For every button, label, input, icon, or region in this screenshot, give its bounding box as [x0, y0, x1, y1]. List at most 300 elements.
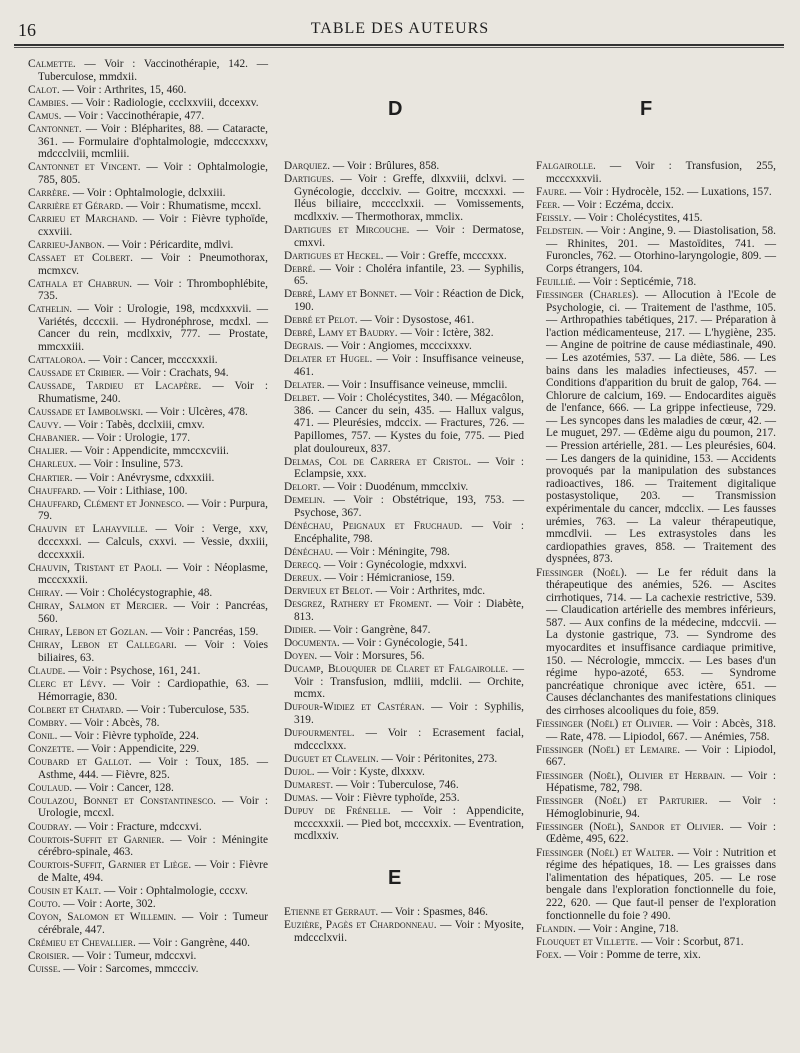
entry-references: — Voir : Ophtalmologie, 785, 805. — [38, 161, 268, 186]
entry-author: Chiray, Lebon et Gozlan. — [28, 626, 148, 639]
entry-author: Calmette. — [28, 58, 76, 70]
entry-references: — Voir : Urologie, 198, mcdxxxvii. — Variétés, dcccxii. — Hydronéphrose, mcdxl. — Cancer du rein, mcdlxxiv, 777. — Prostate, mmcxxiii. — [38, 303, 268, 354]
index-entry — [284, 624, 524, 637]
entry-references: — Voir : Péricardite, mdlvi. — [107, 238, 234, 251]
entry-references: — Voir : Appendicite, 229. — [77, 742, 200, 755]
entry-author: Documenta. — [284, 636, 340, 649]
index-entry — [28, 110, 268, 123]
entry-references: — Voir : Rhumatisme, mccxl. — [126, 200, 262, 213]
index-entry — [536, 718, 776, 743]
entry-author: Chauvin et Lahayville. — [28, 523, 148, 536]
entry-author: Darquiez. — [284, 160, 331, 172]
entry-author: Dartigues et Heckel. — [284, 249, 384, 262]
entry-references: — Voir : Cholécystographie, 48. — [65, 587, 213, 600]
entry-author: Courtois-Suffit, Garnier et Liège. — [28, 859, 192, 872]
index-entry — [284, 160, 524, 173]
entry-references: — Voir : Scorbut, 871. — [641, 935, 744, 948]
entry-references: — Voir : Greffe, dlxxviii, dclxvi. — Gynécologie, dccclxiv. — Goitre, mccxxxi. — Iléus biliaire, mcccclxxii. — Vomissements, mcdlxxiv. — Thermothorax, mmclix. — [294, 173, 524, 223]
entry-author: Caussade et Cribier. — [28, 367, 125, 380]
index-entry — [284, 481, 524, 494]
index-entry — [28, 950, 268, 963]
index-entry — [284, 456, 524, 481]
entry-author: Didier. — [284, 623, 317, 636]
entry-references: — Voir : Rhumatisme, 240. — [38, 380, 269, 405]
index-entry — [536, 225, 776, 275]
entry-author: Cuisse. — [28, 963, 61, 976]
index-entry — [284, 559, 524, 572]
index-entry — [284, 792, 524, 805]
entry-author: Cathelin. — [28, 303, 73, 316]
entry-author: Fiessinger (Noël), Olivier et Herbain. — [536, 769, 726, 782]
entry-author: Dereux. — [284, 572, 322, 584]
index-entry — [28, 161, 268, 186]
index-entry — [28, 963, 268, 976]
index-entry — [28, 200, 268, 213]
entry-references: — Voir : Psychose, 161, 241. — [68, 664, 201, 677]
entry-references: — Voir : Thrombophlébite, 735. — [38, 277, 269, 303]
entry-references: — Voir : Abcès, 318. — Rate, 478. — Lipiodol, 667. — Anémies, 758. — [546, 718, 777, 743]
entry-references: — Voir : Abcès, 78. — [70, 716, 160, 729]
column-d — [284, 160, 524, 843]
index-entry — [28, 730, 268, 743]
entry-author: Dujol. — [284, 765, 315, 778]
entry-author: Coulazou, Bonnet et Constantinesco. — [28, 794, 216, 807]
index-entry — [284, 494, 524, 519]
index-entry — [28, 782, 268, 795]
entry-author: Carrieu-Janbon. — [28, 238, 105, 251]
index-entry — [28, 639, 268, 664]
index-entry — [284, 392, 524, 455]
header-rule-thin — [14, 47, 784, 48]
entry-author: Doyen. — [284, 650, 318, 663]
entry-references: — Voir : Pomme de terre, xix. — [564, 948, 701, 961]
entry-references: — Voir : Diabète, 813. — [294, 598, 525, 623]
entry-author: Delbet. — [284, 392, 320, 405]
index-entry — [536, 744, 776, 769]
index-entry — [28, 406, 268, 419]
entry-references: — Voir : Choléra infantile, 23. — Syphilis, 65. — [294, 262, 524, 288]
entry-author: Claude. — [28, 664, 66, 677]
entry-author: Chauvin, Tristant et Paoli. — [28, 561, 162, 574]
entry-author: Cauvy. — [28, 419, 62, 432]
entry-author: Cambies. — [28, 96, 69, 109]
index-entry — [28, 458, 268, 471]
index-entry — [536, 186, 776, 199]
entry-author: Courtois-Suffit et Garnier. — [28, 833, 165, 846]
entry-references: — Voir : Purpura, 79. — [38, 497, 269, 523]
entry-references: — Voir : Kyste, dlxxxv. — [317, 765, 425, 778]
entry-author: Caussade et Iambolwski. — [28, 406, 144, 419]
index-entry — [28, 278, 268, 303]
entry-author: Dartigues et Mircouche. — [284, 223, 410, 236]
index-entry — [284, 585, 524, 598]
index-entry — [28, 445, 268, 458]
index-entry — [28, 587, 268, 600]
index-entry — [536, 936, 776, 949]
index-entry — [28, 898, 268, 911]
entry-author: Clerc et Lévy. — [28, 678, 106, 690]
index-entry — [28, 354, 268, 367]
index-entry — [284, 906, 524, 919]
entry-author: Fiessinger (Charles). — [536, 288, 639, 301]
entry-author: Carrière et Gérard. — [28, 200, 124, 213]
entry-author: Debré, Lamy et Baudry. — [284, 327, 398, 340]
entry-author: Caussade, Tardieu et Lacapère. — [28, 380, 202, 393]
entry-references: — Voir : Insuffisance veineuse, mmclii. — [327, 379, 508, 392]
entry-references: — Voir : Tabès, dcclxiii, cmxv. — [64, 419, 205, 432]
entry-author: Chiray. — [28, 587, 63, 600]
entry-references: — Voir : Dermatose, cmxvi. — [294, 223, 525, 249]
entry-author: Coudray. — [28, 820, 72, 833]
entry-author: Cassaet et Colbert. — [28, 251, 133, 264]
entry-author: Fiessinger (Noël) et Lemaire. — [536, 743, 681, 756]
entry-references: — Voir : Vaccinothérapie, 142. — Tuberculose, mmdxii. — [38, 58, 268, 83]
index-entry — [284, 263, 524, 288]
index-entry — [28, 419, 268, 432]
entry-author: Fiessinger (Noël). — [536, 566, 627, 579]
index-entry — [28, 600, 268, 625]
entry-references: — Voir : Angiomes, mcccixxxv. — [326, 340, 472, 353]
entry-author: Croisier. — [28, 949, 70, 962]
index-entry — [28, 704, 268, 717]
index-entry — [284, 805, 524, 843]
entry-references: — Voir : Réaction de Dick, 190. — [294, 288, 524, 314]
index-entry — [28, 97, 268, 110]
entry-author: Chauffard. — [28, 484, 81, 497]
index-entry — [28, 84, 268, 97]
index-entry — [284, 520, 524, 545]
entry-references: — Voir : Greffe, mcccxxx. — [386, 249, 507, 262]
entry-references: — Voir : Ophtalmologie, cccxv. — [104, 885, 248, 897]
entry-references: — Voir : Méningite cérébro-spinale, 463. — [38, 833, 268, 859]
index-entry — [28, 187, 268, 200]
entry-references: — Voir : Syphilis, 319. — [294, 701, 524, 727]
entry-author: Debré. — [284, 262, 316, 275]
entry-author: Conzette. — [28, 742, 75, 755]
entry-references: — Voir : Encéphalite, 798. — [294, 520, 524, 545]
entry-author: Dumarest. — [284, 779, 334, 791]
entry-author: Feer. — [536, 198, 561, 211]
entry-author: Feldstein. — [536, 224, 584, 237]
entry-references: — Voir : Toux, 185. — Asthme, 444. — Fièvre, 825. — [38, 756, 268, 781]
entry-references: — Voir : Fièvre de Malte, 494. — [38, 859, 269, 884]
page-number: 16 — [18, 20, 36, 40]
index-entry — [28, 367, 268, 380]
index-entry — [28, 795, 268, 820]
entry-references: — Voir : Fièvre typhoïde, 224. — [60, 729, 199, 742]
entry-references: — Voir : Pancréas, 159. — [150, 626, 259, 639]
index-entry — [284, 753, 524, 766]
entry-references: — Voir : Blépharites, 88. — Cataracte, 361. — Formulaire d'ophtalmologie, mdcccxxxv, mdccclviii, mcmliii. — [38, 122, 269, 161]
entry-references: — Voir : Ophtalmologie, dclxxiii. — [72, 186, 226, 199]
index-entry — [28, 885, 268, 898]
index-entry — [536, 212, 776, 225]
index-entry — [28, 756, 268, 781]
entry-references: — Voir : Appendicite, mmccxcviii. — [70, 445, 229, 458]
index-entry — [284, 919, 524, 944]
entry-references: — Voir : Anévrysme, cdxxxiii. — [75, 471, 215, 484]
entry-references: — Voir : Pneumothorax, mcmxcv. — [38, 251, 269, 277]
entry-author: Cantonnet et Vincent. — [28, 161, 141, 174]
entry-author: Fiessinger (Noël) et Parturier. — [536, 795, 708, 808]
entry-author: Charleux. — [28, 458, 77, 471]
entry-author: Dénéchau, Peignaux et Fruchaud. — [284, 520, 463, 533]
index-entry — [536, 770, 776, 795]
entry-references: — Voir : Insuline, 573. — [79, 458, 184, 471]
entry-author: Etienne et Gerraut. — [284, 906, 379, 918]
entry-references: — Voir : Hydrocèle, 152. — Luxations, 157. — [569, 185, 772, 198]
index-entry — [536, 795, 776, 820]
index-entry — [28, 911, 268, 936]
column-c — [28, 58, 268, 976]
index-entry — [28, 523, 268, 561]
entry-author: Fiessinger (Noël) et Walter. — [536, 846, 674, 859]
entry-references: — Voir : Myosite, mdccclxvii. — [294, 919, 525, 944]
entry-references: — Voir : Pancréas, 560. — [38, 600, 268, 626]
entry-author: Fiessinger (Noël) et Olivier. — [536, 718, 673, 731]
header-rule — [14, 44, 784, 46]
entry-author: Carrieu et Marchand. — [28, 213, 138, 226]
entry-references: — Voir : Radiologie, ccclxxviii, dccexxv. — [71, 96, 259, 109]
entry-author: Chabanier. — [28, 432, 80, 445]
entry-author: Dumas. — [284, 792, 319, 805]
entry-author: Duguet et Clavelin. — [284, 752, 379, 765]
entry-references: — Voir : Lithiase, 100. — [83, 484, 188, 497]
entry-author: Calot. — [28, 83, 60, 96]
entry-references: — Voir : Hémoglobinurie, 94. — [546, 795, 776, 820]
index-entry — [28, 239, 268, 252]
index-entry — [28, 937, 268, 950]
index-entry — [28, 252, 268, 277]
index-entry — [28, 743, 268, 756]
entry-references: — Voir : Nutrition et régime des hépatiques, 18. — Les graisses dans l'alimentation des hépatiques, 205. — Le rose bengale dans l'exploration fonctionnelle du foie, 222, 620. — Que faut-il penser de l'exploration fonctionnelle du foie ? 490. — [546, 846, 777, 922]
entry-references: — Voir : Fièvre typhoïde, 253. — [320, 792, 460, 805]
entry-references: — Voir : Hémicraniose, 159. — [324, 572, 455, 584]
index-entry — [536, 923, 776, 936]
entry-author: Dupuy de Frénelle. — [284, 805, 391, 818]
entry-references: — Voir : Dysostose, 461. — [360, 314, 475, 327]
entry-author: Coyon, Salomon et Willemin. — [28, 911, 177, 924]
column-e — [284, 906, 524, 945]
section-letter-d: D — [388, 98, 403, 120]
entry-references: — Voir : Gynécologie, mdxxvi. — [324, 558, 467, 571]
index-entry — [536, 949, 776, 962]
entry-references: — Voir : Ulcères, 478. — [146, 406, 248, 419]
entry-author: Cattaloroa. — [28, 354, 86, 367]
index-entry — [284, 727, 524, 752]
entry-references: — Voir : Vaccinothérapie, 477. — [64, 109, 205, 122]
section-letter-e: E — [388, 867, 402, 889]
entry-author: Faure. — [536, 185, 567, 198]
entry-references: — Voir : Fièvre typhoïde, cxxviii. — [38, 213, 268, 238]
column-d-entries — [284, 160, 524, 843]
index-entry — [28, 626, 268, 639]
index-entry — [284, 701, 524, 726]
entry-references: — Voir : Gangrène, 440. — [138, 936, 250, 949]
index-entry — [536, 160, 776, 185]
entry-author: Delmas, Col de Carrera et Cristol. — [284, 455, 472, 468]
entry-references: — Voir : Cancer, mcccxxxii. — [88, 354, 218, 367]
entry-references: — Voir : Œdème, 495, 622. — [546, 820, 776, 846]
index-entry — [284, 288, 524, 313]
index-entry — [284, 314, 524, 327]
index-entry — [536, 821, 776, 846]
entry-author: Dufour-Widiez et Castéran. — [284, 701, 425, 714]
page-title: TABLE DES AUTEURS — [310, 20, 490, 37]
entry-references: — Voir : Arthrites, 15, 460. — [62, 83, 187, 96]
entry-references: — Voir : Méningite, 798. — [336, 545, 450, 558]
entry-author: Foex. — [536, 948, 562, 961]
entry-references: — Voir : Angine, 9. — Diastolisation, 58. — Rhinites, 201. — Mastoïdites, 741. — Furoncles, 762. — Otorhino-laryngologie, 809. — Corps étrangers, 104. — [546, 224, 776, 275]
index-entry — [284, 353, 524, 378]
entry-references: — Voir : Duodénum, mmcclxiv. — [323, 481, 469, 494]
index-entry — [284, 779, 524, 792]
index-entry — [284, 173, 524, 223]
entry-author: Cathala et Chabrun. — [28, 277, 133, 290]
page-header — [18, 18, 782, 44]
entry-author: Euzière, Pagès et Chardonneau. — [284, 919, 437, 932]
index-entry — [28, 717, 268, 730]
index-entry — [284, 637, 524, 650]
entry-author: Delort. — [284, 481, 321, 494]
entry-author: Delater. — [284, 379, 325, 392]
entry-author: Chalier. — [28, 445, 68, 458]
index-entry — [28, 485, 268, 498]
index-entry — [536, 276, 776, 289]
index-entry — [284, 327, 524, 340]
index-entry — [284, 598, 524, 623]
index-entry — [28, 678, 268, 703]
entry-author: Dervieux et Belot. — [284, 585, 373, 598]
index-entry — [28, 665, 268, 678]
entry-author: Conil. — [28, 729, 58, 742]
entry-references: — Voir : Cardiopathie, 63. — Hémorragie, 830. — [38, 678, 268, 703]
entry-author: Carrère. — [28, 186, 70, 199]
index-entry — [284, 766, 524, 779]
entry-author: Cousin et Kalt. — [28, 885, 102, 897]
index-entry — [284, 572, 524, 585]
index-entry — [28, 58, 268, 83]
index-entry — [284, 546, 524, 559]
index-entry — [28, 859, 268, 884]
entry-references: — Voir : Transfusion, mdliii, mdclii. — Orchite, mcmx. — [294, 663, 525, 701]
entry-references: — Voir : Brûlures, 858. — [332, 160, 440, 172]
index-entry — [536, 199, 776, 212]
entry-author: Flandin. — [536, 922, 576, 935]
index-entry — [284, 379, 524, 392]
entry-references: — Voir : Néoplasme, mcccxxxii. — [38, 561, 268, 587]
index-entry — [28, 432, 268, 445]
entry-references: — Voir : Sarcomes, mmccciv. — [63, 963, 199, 976]
entry-author: Chiray, Lebon et Callegari. — [28, 639, 177, 652]
entry-author: Crémieu et Chevallier. — [28, 936, 136, 949]
index-entry — [28, 380, 268, 405]
entry-references: — Voir : Péritonites, 273. — [381, 752, 498, 765]
entry-references: — Voir : Cholécystites, 340. — Mégacôlon, 386. — Cancer du sein, 435. — Hallux valgus, 471. — Pleurésies, mdccix. — Fractures, 726. — Papillomes, 757. — Kystes du foie, 775. — Pied plat douloureux, 837. — [294, 392, 524, 455]
index-entry — [28, 834, 268, 859]
entry-references: — Voir : Voies biliaires, 63. — [38, 639, 268, 664]
index-entry — [28, 303, 268, 353]
index-entry — [28, 123, 268, 161]
entry-author: Couto. — [28, 898, 61, 911]
entry-author: Chiray, Salmon et Mercier. — [28, 600, 168, 613]
entry-author: Coubard et Gallot. — [28, 756, 132, 769]
index-entry — [28, 498, 268, 523]
entry-author: Degrais. — [284, 340, 324, 353]
entry-author: Dartigues. — [284, 173, 335, 186]
entry-references: — Voir : Lipiodol, 667. — [546, 743, 776, 769]
index-entry — [284, 250, 524, 263]
entry-author: Feuillié. — [536, 275, 576, 288]
entry-author: Desgrez, Rathery et Froment. — [284, 598, 432, 611]
entry-references: — Voir : Urologie, mccxl. — [38, 794, 268, 820]
entry-references: — Le fer réduit dans la thérapeutique des anémies, 526. — Ascites cirrhotiques, 714. — La cachexie restrictive, 539. — Claudication artérielle des membres inférieurs, 587. — Aux confins de la médecine, mdccvii. — La dystonie gastrique, 73. — Syndrome des myocardites et insuffisance cardiaque primitive, 150. — Nécrologie, mmccix. — Les bases d'un régime hypo-azoté, 653. — Syndrome pancréatique chronique avec ictère, 651. — Causes déclanchantes des manifestations cliniques des cirrhoses alcooliques du foie, 859. — [546, 566, 776, 718]
entry-references: — Voir : Obstétrique, 193, 753. — Psychose, 367. — [294, 494, 524, 520]
column-f — [536, 160, 776, 962]
entry-references: — Voir : Ecrasement facial, mdccclxxx. — [294, 727, 524, 752]
index-entry — [28, 213, 268, 238]
entry-references: — Voir : Septicémie, 718. — [578, 275, 697, 288]
index-entry — [536, 847, 776, 923]
entry-references: — Voir : Eclampsie, xxx. — [294, 455, 524, 481]
entry-author: Dufourmentel. — [284, 727, 355, 740]
entry-references: — Voir : Appendicite, mcccxxxii. — Pied bot, mcccxxix. — Eventration, mcdlxxiv. — [294, 805, 524, 843]
entry-references: — Voir : Arthrites, mdc. — [375, 585, 486, 598]
entry-author: Flouquet et Villette. — [536, 935, 639, 948]
entry-author: Dénéchau. — [284, 545, 334, 558]
entry-references: — Voir : Tuberculose, 535. — [126, 703, 250, 716]
entry-author: Debré, Lamy et Bonnet. — [284, 288, 398, 301]
entry-author: Combry. — [28, 716, 68, 729]
entry-references: — Voir : Insuffisance veineuse, 461. — [294, 353, 524, 378]
entry-references: — Voir : Gangrène, 847. — [319, 623, 431, 636]
entry-references: — Allocution à l'Ecole de Psychologie, ci. — Traitement de l'asthme, 105. — Arthropathies tabétiques, 217. — Préparation à l'action médicamenteuse, 217. — L'hygiène, 235. — Angine de poitrine de cause médiastinale, 490. — Les azotémies, 537. — La diète, 586. — Les bains dans les maladies infectieuses, 457. — Conditions d'apparition du bruit de galop, 764. — Chlorure de calcium, 169. — Endocardites aiguës de l'enfance, 666. — La grippe infectieuse, 729. — Les syncopes dans les maladies de cœur, 42. — Le muguet, 297. — Œdème aigu du poumon, 217. — Pression artérielle, 281. — Les pleurésies, 604. — Les dangers de la quinidine, 153. — Accidents provoqués par la manipulation des substances radioactives, 186. — Traitement digitalique postasystolique, 203. — Transmission expérimentale du cancer, mdcclix. — Les fausses urémies, 763. — La valeur thérapeutique, mmcdlvii. — Les extrasystoles dans les cardiopathies graves, 858. — Traitement des dyspnées, 873. — [546, 288, 777, 566]
entry-author: Feissly. — [536, 211, 572, 224]
entry-author: Colbert et Chatard. — [28, 703, 124, 716]
entry-author: Cantonnet. — [28, 122, 82, 135]
index-entry — [284, 224, 524, 249]
entry-references: — Voir : Crachats, 94. — [127, 367, 229, 380]
entry-references: — Voir : Hépatisme, 782, 798. — [546, 769, 776, 795]
entry-author: Fiessinger (Noël), Sandor et Olivier. — [536, 820, 724, 833]
index-entry — [536, 289, 776, 566]
index-entry — [28, 562, 268, 587]
entry-author: Ducamp, Blouquier de Claret et Falgairolle. — [284, 663, 509, 676]
section-letter-f: F — [640, 98, 653, 120]
entry-references: — Voir : Tumeur cérébrale, 447. — [38, 911, 268, 936]
entry-references: — Voir : Urologie, 177. — [82, 432, 191, 445]
index-entry — [284, 340, 524, 353]
entry-author: Coulaud. — [28, 781, 73, 794]
entry-author: Derecq. — [284, 558, 322, 571]
entry-references: — Voir : Gynécologie, 541. — [342, 636, 468, 649]
entry-author: Debré et Pelot. — [284, 314, 358, 327]
entry-author: Chauffard, Clément et Jonnesco. — [28, 497, 185, 510]
entry-references: — Voir : Transfusion, 255, mcccxxxvii. — [546, 160, 776, 185]
index-entry — [284, 650, 524, 663]
entry-author: Chartier. — [28, 471, 73, 484]
entry-author: Falgairolle. — [536, 160, 596, 172]
entry-references: — Voir : Tumeur, mdccxvi. — [72, 949, 197, 962]
entry-references: — Voir : Ictère, 382. — [400, 327, 494, 340]
entry-references: — Voir : Aorte, 302. — [63, 898, 156, 911]
index-entry — [284, 663, 524, 701]
entry-references: — Voir : Eczéma, dccix. — [563, 198, 674, 211]
entry-references: — Voir : Fracture, mdccxvi. — [74, 820, 202, 833]
index-entry — [28, 821, 268, 834]
entry-references: — Voir : Morsures, 56. — [320, 650, 425, 663]
index-entry — [536, 567, 776, 718]
